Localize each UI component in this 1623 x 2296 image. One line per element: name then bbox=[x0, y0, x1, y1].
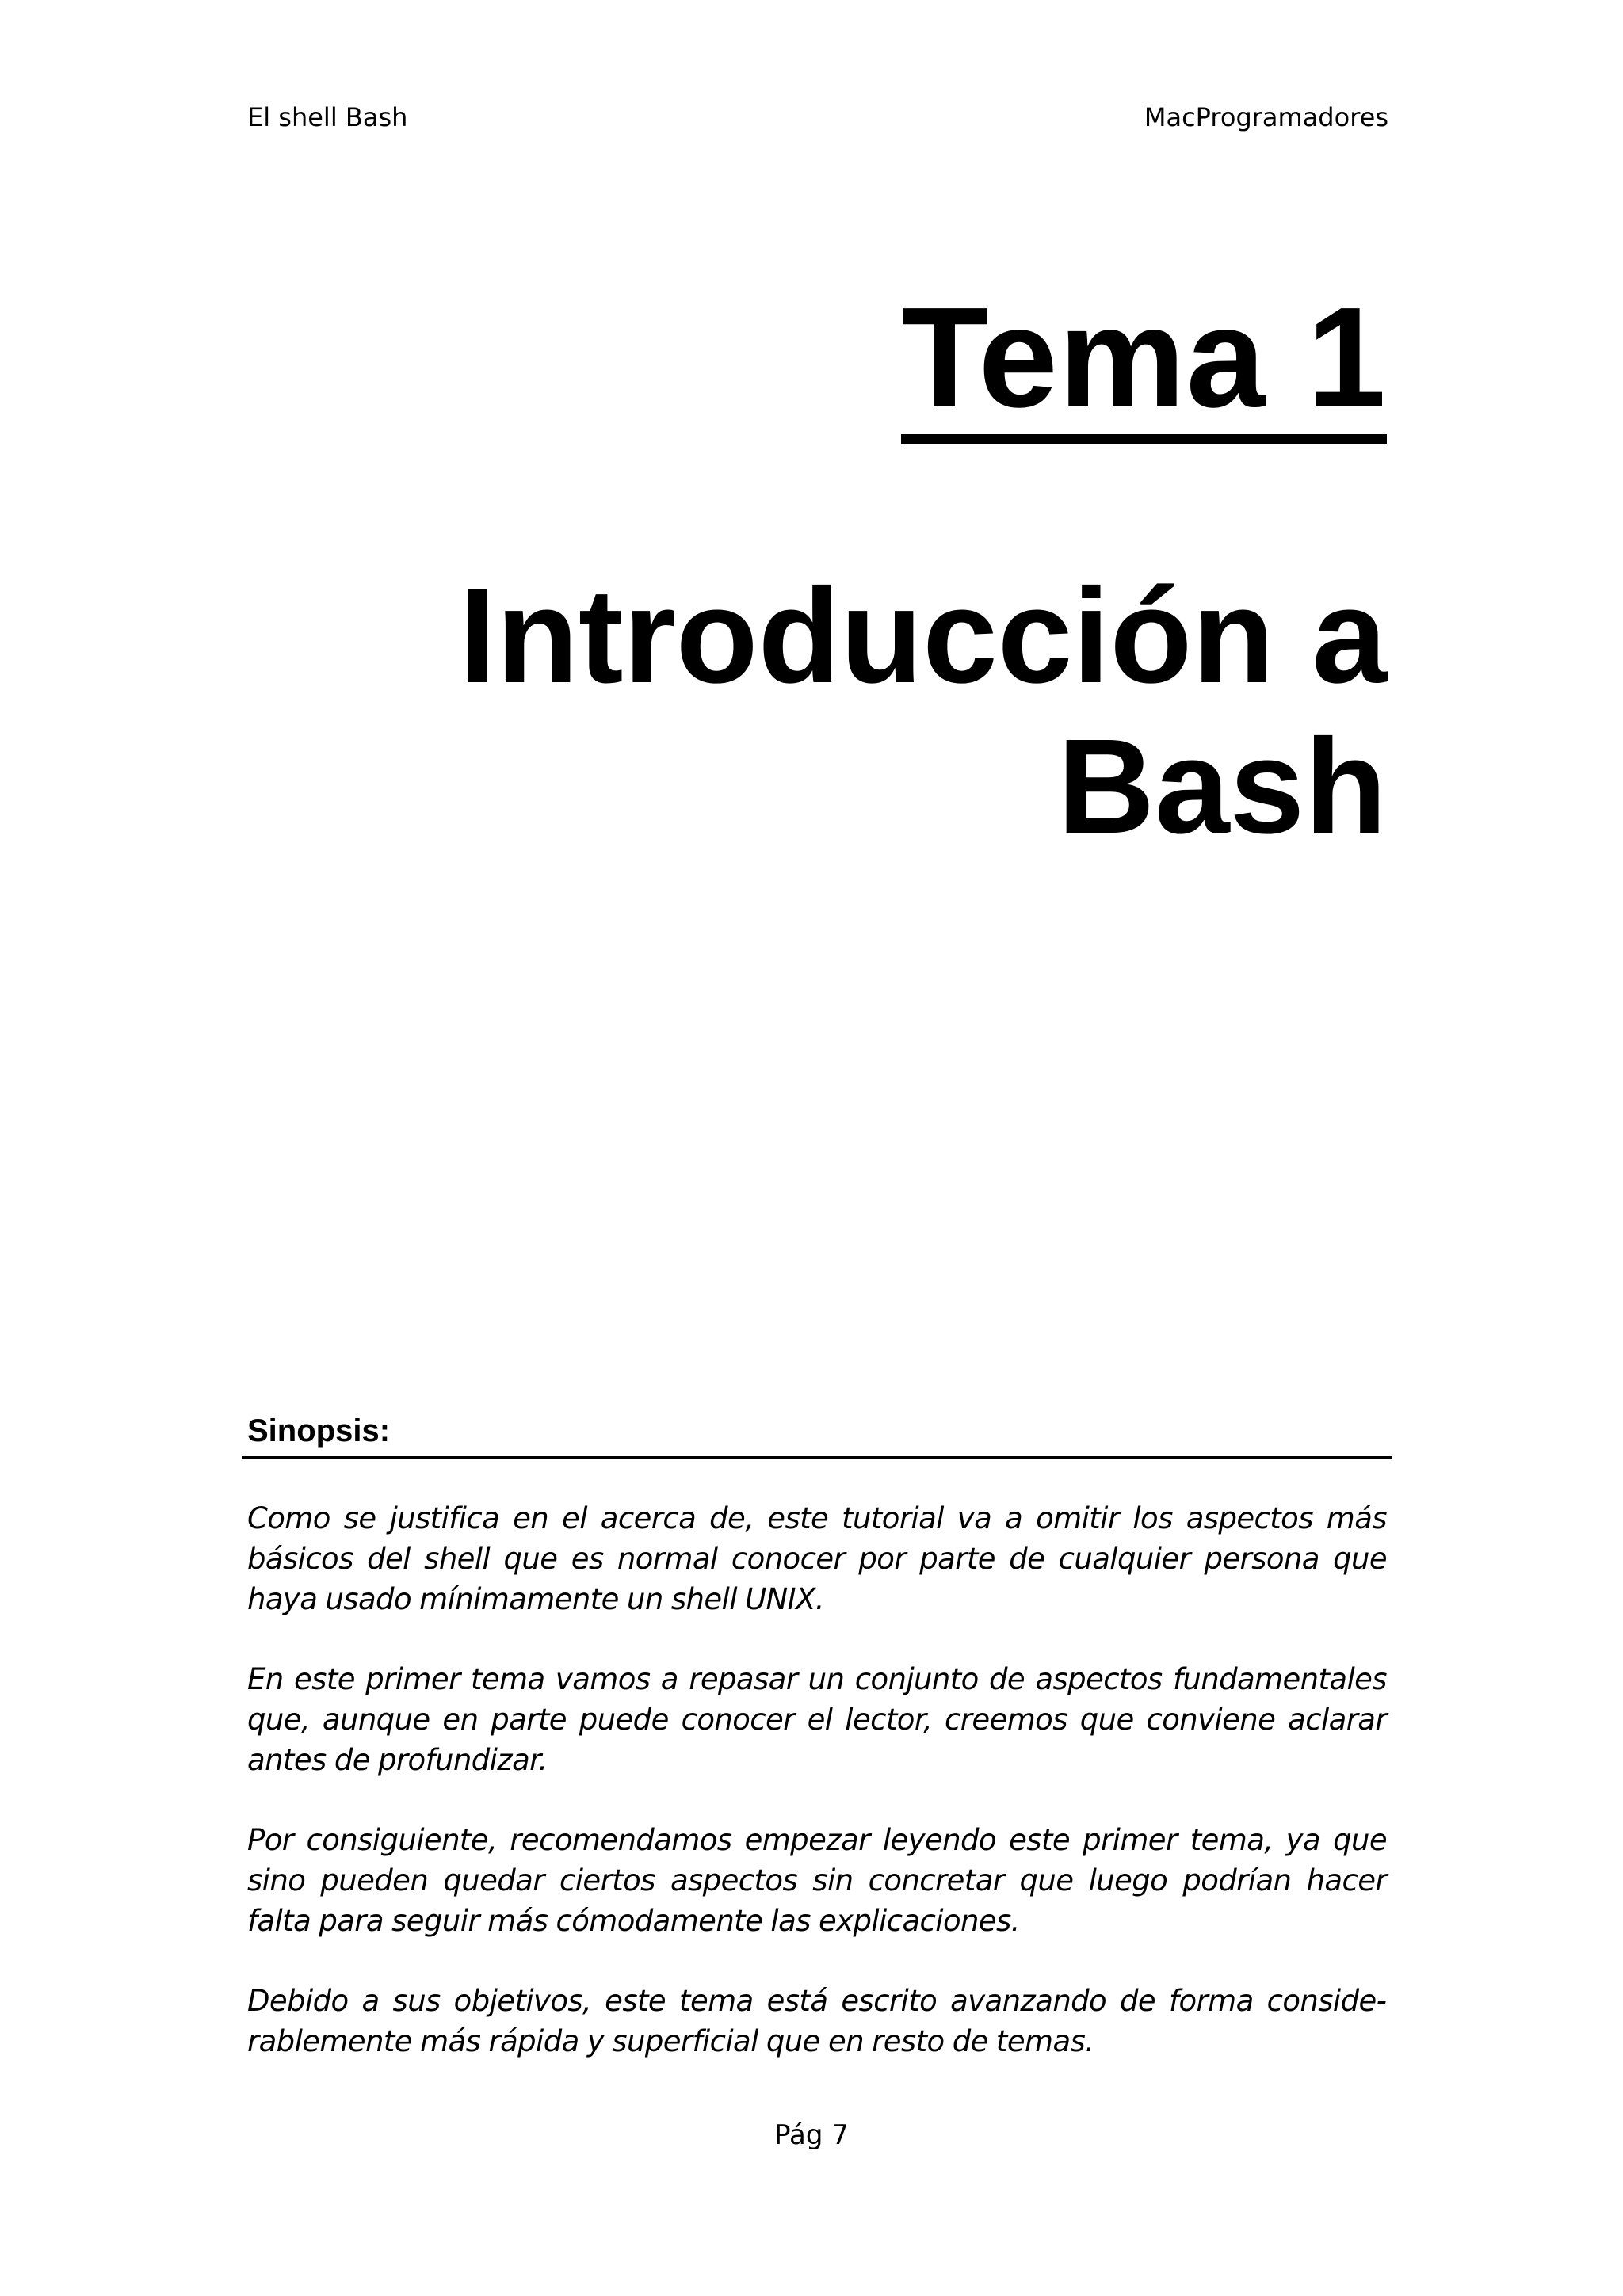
synopsis-heading: Sinopsis: bbox=[247, 1413, 391, 1448]
page-number: Pág 7 bbox=[774, 2119, 849, 2151]
synopsis-paragraph-3: Por consiguiente, recomendamos empezar leyendo este primer tema, ya que sino pueden quedar ciertos aspectos sin concretar que luego podrían hacer falta para seguir más cómodamente las explicaciones. bbox=[247, 1823, 1387, 1938]
header-publisher: MacProgramadores bbox=[1144, 102, 1388, 132]
chapter-title-line-2: Bash bbox=[1057, 711, 1387, 862]
running-header bbox=[247, 101, 1388, 133]
synopsis-paragraph-1: Como se justifica en el acerca de, este tutorial va a omitir los aspectos más básicos del shell que es normal conocer por parte de cualquier persona que haya usado mínimamente un shell UNIX. bbox=[247, 1501, 1387, 1616]
header-document-title: El shell Bash bbox=[247, 102, 408, 132]
synopsis-section bbox=[242, 1412, 1392, 2101]
synopsis-paragraph-4: Debido a sus objetivos, este tema está escrito avanzando de forma considerablemente más rápida y superficial que en resto de temas. bbox=[247, 1984, 1387, 2058]
chapter-title bbox=[357, 561, 1387, 862]
chapter-number: Tema 1 bbox=[901, 287, 1387, 444]
synopsis-divider bbox=[242, 1456, 1392, 1459]
synopsis-paragraph-2: En este primer tema vamos a repasar un conjunto de aspectos fundamentales que, aunque en parte puede conocer el lector, creemos que conviene aclarar antes de profundizar. bbox=[247, 1662, 1387, 1777]
chapter-title-line-1: Introducción a bbox=[458, 561, 1387, 711]
